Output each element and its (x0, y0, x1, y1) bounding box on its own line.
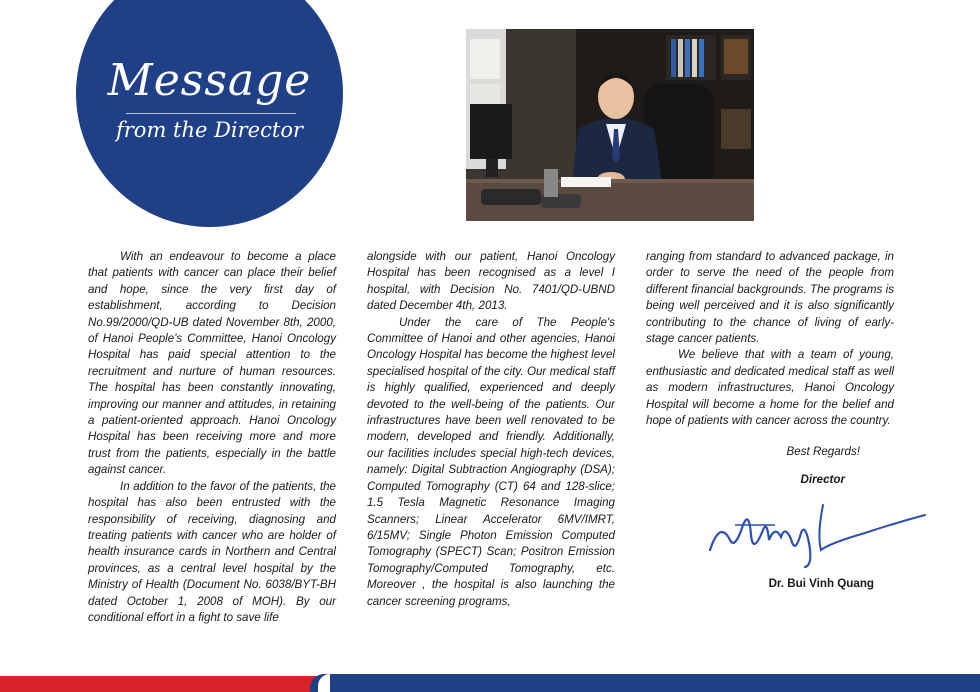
director-name: Dr. Bui Vinh Quang (768, 577, 874, 590)
body-paragraph: alongside with our patient, Hanoi Oncology Hospital has been recognised as a level I hospital, with Decision No. 7401/QD-UBND dated December 4th, 2013. (367, 250, 615, 313)
director-photo-illustration (466, 29, 754, 221)
closing-regards: Best Regards! (786, 445, 860, 458)
body-column-2 (367, 249, 615, 610)
page-title: Message (107, 55, 312, 106)
title-divider (126, 113, 296, 114)
body-paragraph: With an endeavour to become a place that patients with cancer can place their belief and hope, since the very first day of establishment, according to Decision No.99/2000/QD-UB dated November 8th, 2000, of Hanoi People's Committee, Hanoi Oncology Hospital has paid special attention to the recruitment and nurture of human resources. The hospital has been constantly innovating, improving our manner and attitudes, in retaining a patient-oriented approach. Hanoi Oncology Hospital has been receiving more and more trust from the patients, especially in the battle against cancer. (88, 250, 336, 477)
body-column-1 (88, 249, 336, 626)
director-signature (705, 495, 935, 570)
director-photo (466, 29, 754, 221)
footer-bar-blue (310, 674, 980, 692)
body-paragraph: In addition to the favor of the patients, the hospital has also been entrusted with the responsibility of receiving, diagnosing and treating patients with cancer who are holder of health insurance cards in Northern and Central provinces, as a central level hospital by the Ministry of Health (Document No. 6038/BYT-BH dated October 1, 2008 of MOH). By our conditional effort in a fight to save life (88, 479, 336, 624)
body-paragraph: Under the care of The People's Committee of Hanoi and other agencies, Hanoi Oncology Hospital has become the highest level specialised hospital of the city. Our medical staff is highly qualified, experienced and deeply devoted to the well-being of the patients. Our infrastructures have been well renovated to be modern, developed and friendly. Additionally, our facilities includes special high-tech devices, namely: Digital Subtraction Angiography (DSA); Computed Tomography (CT) 64 and 128-slice; 1.5 Tesla Magnetic Resonance Imaging Scanners; Linear Accelerator 6MV/IMRT, 6/15MV; Single Photon Emission Computed Tomography (SPECT) Scan; Positron Emission Tomography/Computed Tomography, etc. Moreover , the hospital is also launching the cancer screening programs, (367, 315, 615, 608)
body-column-3 (646, 249, 894, 429)
footer-bar-red (0, 676, 330, 692)
body-paragraph: We believe that with a team of young, enthusiastic and dedicated medical staff as well as modern infrastructures, Hanoi Oncology Hospital will become a home for the belief and hope of patients with cancer across the country. (646, 348, 894, 428)
closing-role: Director (800, 473, 845, 486)
body-paragraph: ranging from standard to advanced package, in order to serve the need of the people from different financial backgrounds. The programs is being well perceived and it is also significantly contributing to the chance of living of early-stage cancer patients. (646, 250, 894, 346)
page-subtitle: from the Director (115, 118, 303, 142)
title-circle (76, 0, 343, 227)
